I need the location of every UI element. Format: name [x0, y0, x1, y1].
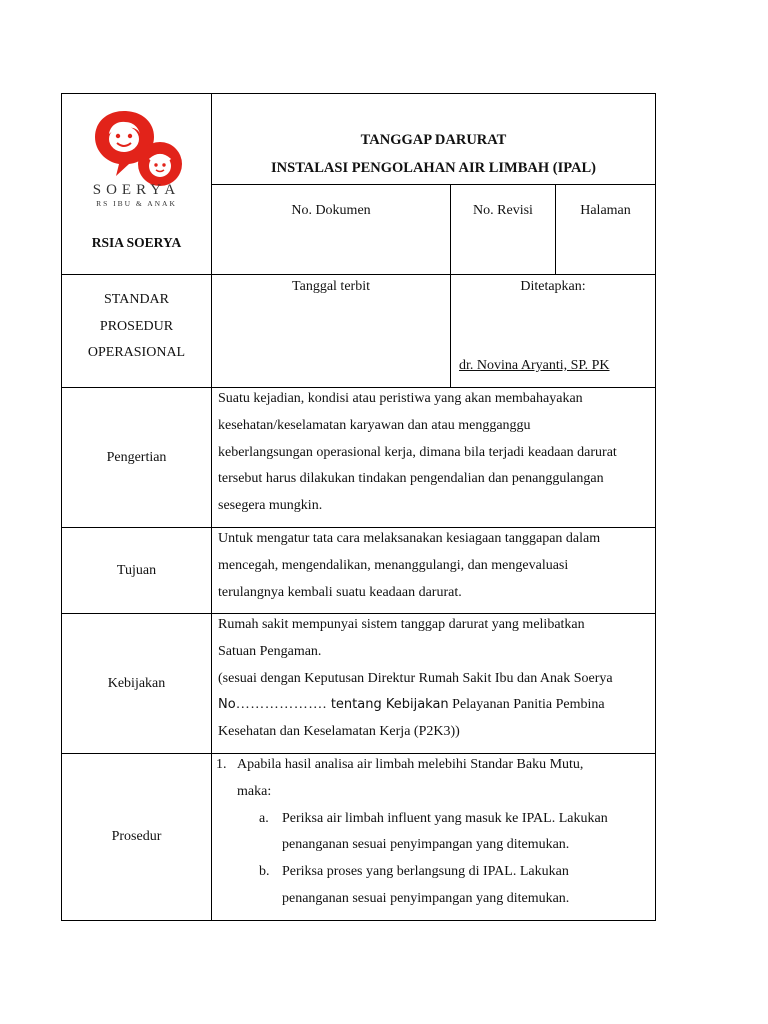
document-title-line-2: INSTALASI PENGOLAHAN AIR LIMBAH (IPAL) — [271, 160, 596, 176]
sop-label-line-2: PROSEDUR — [99, 318, 174, 334]
decree-subject-text: Pelayanan Panitia Pembina — [448, 697, 605, 713]
kebijakan-label: Kebijakan — [107, 675, 166, 691]
pengertian-line: sesegera mungkin. — [218, 498, 323, 514]
document-title-line-1: TANGGAP DARURAT — [360, 132, 507, 148]
pengertian-line: Suatu kejadian, kondisi atau peristiwa yang akan membahayakan — [218, 391, 583, 406]
sop-label — [62, 287, 211, 367]
pengertian-content — [218, 386, 654, 520]
table-border-header-bottom — [61, 274, 656, 275]
decree-number-prefix: No — [218, 697, 236, 713]
kebijakan-line: Satuan Pengaman. — [218, 643, 322, 659]
procedure-item-continuation: maka: — [237, 783, 272, 799]
document-title — [212, 126, 655, 182]
logo-tagline-text: RS IBU & ANAK — [96, 199, 177, 208]
procedure-subitem-text: Periksa air limbah influent yang masuk ke IPAL. Lakukan — [282, 810, 608, 826]
approver-name: dr. Novina Aryanti, SP. PK — [459, 358, 610, 373]
tujuan-content — [218, 526, 654, 606]
tujuan-line: mencegah, mengendalikan, menanggulangi, dan mengevaluasi — [218, 557, 569, 573]
logo-cell — [62, 94, 211, 274]
procedure-subitem-letter: a. — [259, 810, 269, 826]
tujuan-line: Untuk mengatur tata cara melaksanakan kesiagaan tanggapan dalam — [218, 531, 601, 546]
table-border-bottom — [61, 920, 656, 921]
issue-date-label: Tanggal terbit — [292, 279, 370, 294]
revision-number-label: No. Revisi — [473, 203, 533, 218]
sop-label-line-3: OPERASIONAL — [87, 345, 186, 360]
tujuan-line: terulangnya kembali suatu keadaan darurat. — [218, 584, 462, 600]
pengertian-line: tersebut harus dilakukan tindakan pengendalian dan penanggulangan — [218, 471, 604, 487]
kebijakan-line: Rumah sakit mempunyai sistem tanggap darurat yang melibatkan — [218, 617, 585, 632]
prosedur-label: Prosedur — [111, 829, 162, 844]
kebijakan-line: (sesuai dengan Keputusan Direktur Rumah Sakit Ibu dan Anak Soerya — [218, 670, 613, 686]
pengertian-label: Pengertian — [106, 449, 167, 465]
procedure-subitem-letter: b. — [259, 864, 270, 880]
kebijakan-line-decree — [218, 692, 654, 719]
kebijakan-line: Kesehatan dan Keselamatan Kerja (P2K3)) — [218, 724, 460, 740]
procedure-item-text: Apabila hasil analisa air limbah melebihi Standar Baku Mutu, — [237, 757, 584, 772]
table-border-page-left — [555, 184, 556, 275]
approved-label: Ditetapkan: — [520, 279, 586, 294]
procedure-item-number: 1. — [216, 757, 227, 772]
organization-name: RSIA SOERYA — [91, 235, 182, 250]
table-border-title-row — [211, 184, 656, 185]
decree-number-blank: ………………. — [235, 697, 327, 713]
procedure-subitem-text: penanganan sesuai penyimpangan yang ditemukan. — [282, 837, 570, 853]
prosedur-content — [212, 752, 654, 913]
tujuan-label: Tujuan — [116, 562, 157, 578]
document-number-label: No. Dokumen — [291, 203, 371, 218]
kebijakan-content — [218, 612, 654, 746]
page-label: Halaman — [580, 203, 631, 218]
procedure-subitem-text: Periksa proses yang berlangsung di IPAL. Lakukan — [282, 864, 569, 880]
pengertian-line: kesehatan/keselamatan karyawan dan atau mengganggu — [218, 417, 531, 433]
decree-about-text: tentang Kebijakan — [326, 697, 449, 713]
procedure-subitem-text: penanganan sesuai penyimpangan yang ditemukan. — [282, 890, 570, 906]
table-border-right — [655, 93, 656, 921]
sop-label-line-1: STANDAR — [104, 292, 169, 307]
pengertian-line: keberlangsungan operasional kerja, dimana bila terjadi keadaan darurat — [218, 444, 617, 460]
logo-brand-text: SOERYA — [92, 182, 181, 198]
